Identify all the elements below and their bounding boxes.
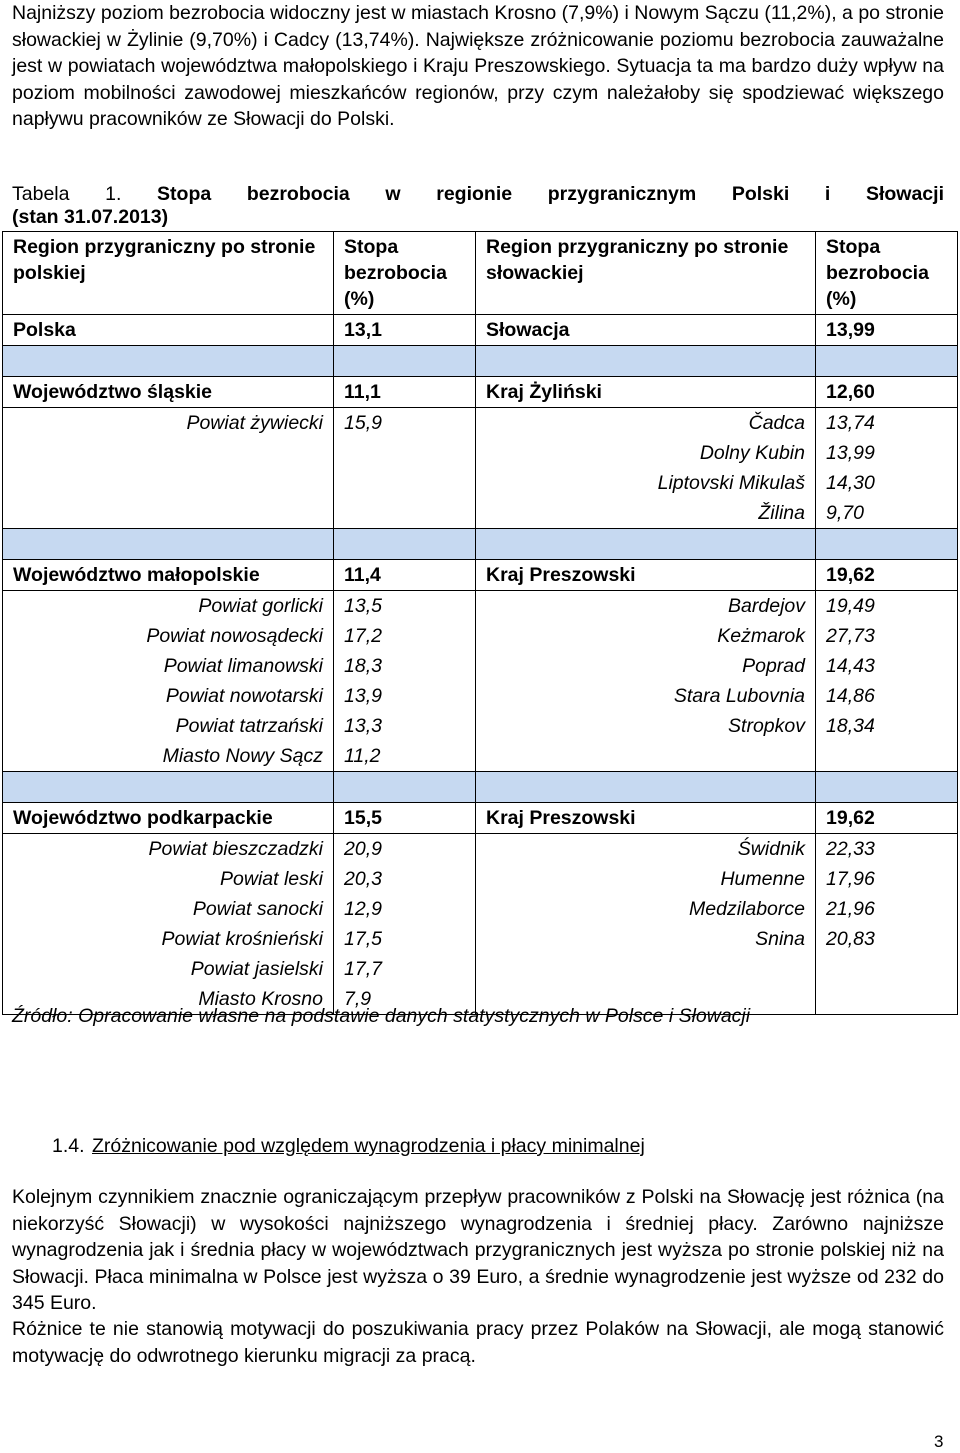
- table-separator-row: [3, 529, 958, 560]
- sk-district-rate: 9,70: [816, 498, 958, 529]
- separator-cell: [3, 529, 334, 560]
- table-voivodeship-row: [3, 803, 958, 834]
- section-heading: [52, 1133, 645, 1159]
- sk-district-name: Medzilaborce: [476, 894, 816, 924]
- kraj-name: Kraj Preszowski: [476, 803, 816, 834]
- pl-district-name: Powiat nowotarski: [3, 681, 334, 711]
- voivodeship-name: Województwo małopolskie: [3, 560, 334, 591]
- sk-district-rate: 17,96: [816, 864, 958, 894]
- kraj-name: Kraj Preszowski: [476, 560, 816, 591]
- separator-cell: [816, 772, 958, 803]
- voivodeship-name: Województwo podkarpackie: [3, 803, 334, 834]
- voivodeship-name: Województwo śląskie: [3, 377, 334, 408]
- table-caption: [12, 181, 944, 207]
- table-row: [3, 498, 958, 529]
- table-row: [3, 894, 958, 924]
- pl-district-rate: 20,3: [334, 864, 476, 894]
- header-sk-rate: Stopa bezrobocia (%): [816, 232, 958, 315]
- pl-district-name: Miasto Krosno: [3, 984, 334, 1015]
- sk-district-rate: [816, 984, 958, 1015]
- total-sk-rate: 13,99: [816, 315, 958, 346]
- table-separator-row: [3, 346, 958, 377]
- pl-district-rate: 13,9: [334, 681, 476, 711]
- table-source-note: Źródło: Opracowanie własne na podstawie danych statystycznych w Polsce i Słowacji: [12, 1005, 751, 1027]
- sk-district-rate: 14,86: [816, 681, 958, 711]
- pl-district-rate: [334, 468, 476, 498]
- body-paragraph-2: Różnice te nie stanowią motywacji do poszukiwania pracy przez Polaków na Słowacji, ale mogą stanowić motywację do odwrotnego kierunku migracji za pracą.: [12, 1318, 944, 1367]
- table-total-row: [3, 315, 958, 346]
- pl-district-rate: 15,9: [334, 408, 476, 439]
- pl-district-name: Miasto Nowy Sącz: [3, 741, 334, 772]
- separator-cell: [816, 529, 958, 560]
- pl-district-rate: [334, 498, 476, 529]
- voivodeship-rate: 15,5: [334, 803, 476, 834]
- sk-district-name: Stara Lubovnia: [476, 681, 816, 711]
- sk-district-rate: 13,99: [816, 438, 958, 468]
- sk-district-rate: [816, 954, 958, 984]
- kraj-rate: 19,62: [816, 803, 958, 834]
- pl-district-rate: 17,7: [334, 954, 476, 984]
- pl-district-name: Powiat leski: [3, 864, 334, 894]
- table-row: [3, 741, 958, 772]
- sk-district-name: Poprad: [476, 651, 816, 681]
- sk-district-name: Liptovski Mikulaš: [476, 468, 816, 498]
- total-sk-label: Słowacja: [476, 315, 816, 346]
- table-row: [3, 591, 958, 622]
- sk-district-name: Čadca: [476, 408, 816, 439]
- page-number: 3: [934, 1432, 944, 1451]
- table-row: [3, 651, 958, 681]
- sk-district-rate: 21,96: [816, 894, 958, 924]
- caption-title: Stopa bezrobocia w regionie przygranicznym Polski i Słowacji: [157, 183, 944, 205]
- pl-district-name: Powiat bieszczadzki: [3, 834, 334, 865]
- table-row: [3, 711, 958, 741]
- section-title: Zróżnicowanie pod względem wynagrodzenia i płacy minimalnej: [92, 1135, 645, 1157]
- sk-district-rate: 19,49: [816, 591, 958, 622]
- separator-cell: [476, 346, 816, 377]
- sk-district-rate: 27,73: [816, 621, 958, 651]
- pl-district-name: Powiat krośnieński: [3, 924, 334, 954]
- sk-district-rate: 22,33: [816, 834, 958, 865]
- header-pl-rate: Stopa bezrobocia (%): [334, 232, 476, 315]
- table-row: [3, 681, 958, 711]
- total-pl-rate: 13,1: [334, 315, 476, 346]
- kraj-rate: 19,62: [816, 560, 958, 591]
- table-row: [3, 954, 958, 984]
- sk-district-name: Humenne: [476, 864, 816, 894]
- pl-district-name: [3, 438, 334, 468]
- pl-district-rate: [334, 438, 476, 468]
- separator-cell: [476, 772, 816, 803]
- sk-district-name: Dolny Kubin: [476, 438, 816, 468]
- sk-district-rate: 14,43: [816, 651, 958, 681]
- caption-date: (stan 31.07.2013): [12, 206, 169, 228]
- sk-district-name: Žilina: [476, 498, 816, 529]
- pl-district-rate: 12,9: [334, 894, 476, 924]
- unemployment-table-body: [3, 232, 958, 1015]
- pl-district-name: [3, 498, 334, 529]
- body-paragraph-1: Kolejnym czynnikiem znacznie ograniczającym przepływ pracowników z Polski na Słowację jest różnica (na niekorzyść Słowacji) w wysokości najniższego wynagrodzenia i średniej płacy. Zarówno najniższe wynagrodzenia jak i średnia płacy w województwach przygranicznych jest wyższa po stronie polskiej niż na Słowacji. Płaca minimalna w Polsce jest wyższa o 39 Euro, a średnie wynagrodzenie jest wyższe od 232 do 345 Euro.: [12, 1186, 944, 1314]
- separator-cell: [3, 772, 334, 803]
- table-row: [3, 864, 958, 894]
- pl-district-name: Powiat żywiecki: [3, 408, 334, 439]
- pl-district-name: Powiat jasielski: [3, 954, 334, 984]
- sk-district-rate: 20,83: [816, 924, 958, 954]
- pl-district-rate: 20,9: [334, 834, 476, 865]
- separator-cell: [334, 772, 476, 803]
- pl-district-name: Powiat sanocki: [3, 894, 334, 924]
- voivodeship-rate: 11,4: [334, 560, 476, 591]
- sk-district-name: Keżmarok: [476, 621, 816, 651]
- caption-prefix: Tabela 1.: [12, 183, 122, 205]
- header-sk-region: Region przygraniczny po stronie słowackiej: [476, 232, 816, 315]
- intro-paragraph: Najniższy poziom bezrobocia widoczny jest w miastach Krosno (7,9%) i Nowym Sączu (11,2%), a po stronie słowackiej w Żylinie (9,70%) i Cadcy (13,74%). Największe zróżnicowanie poziomu bezrobocia zauważalne jest w powiatach województwa małopolskiego i Kraju Preszowskiego. Sytuacja ta ma bardzo duży wpływ na poziom mobilności zawodowej mieszkańców regionów, przy czym należałoby się spodziewać większego napływu pracowników ze Słowacji do Polski.: [12, 2, 944, 130]
- table-row: [3, 438, 958, 468]
- pl-district-rate: 17,5: [334, 924, 476, 954]
- pl-district-rate: 18,3: [334, 651, 476, 681]
- sk-district-name: Świdnik: [476, 834, 816, 865]
- table-row: [3, 924, 958, 954]
- pl-district-name: Powiat gorlicki: [3, 591, 334, 622]
- unemployment-table: [2, 231, 958, 1015]
- sk-district-rate: 13,74: [816, 408, 958, 439]
- total-pl-label: Polska: [3, 315, 334, 346]
- sk-district-name: Bardejov: [476, 591, 816, 622]
- pl-district-name: [3, 468, 334, 498]
- table-header-row: [3, 232, 958, 315]
- header-pl-region: Region przygraniczny po stronie polskiej: [3, 232, 334, 315]
- separator-cell: [334, 346, 476, 377]
- table-row: [3, 468, 958, 498]
- section-number: 1.4.: [52, 1135, 85, 1157]
- sk-district-rate: 18,34: [816, 711, 958, 741]
- sk-district-name: Stropkov: [476, 711, 816, 741]
- table-separator-row: [3, 772, 958, 803]
- voivodeship-rate: 11,1: [334, 377, 476, 408]
- kraj-rate: 12,60: [816, 377, 958, 408]
- pl-district-name: Powiat tatrzański: [3, 711, 334, 741]
- table-voivodeship-row: [3, 560, 958, 591]
- sk-district-name: [476, 954, 816, 984]
- separator-cell: [816, 346, 958, 377]
- pl-district-rate: 13,5: [334, 591, 476, 622]
- pl-district-rate: 11,2: [334, 741, 476, 772]
- sk-district-rate: 14,30: [816, 468, 958, 498]
- separator-cell: [476, 529, 816, 560]
- pl-district-name: Powiat nowosądecki: [3, 621, 334, 651]
- kraj-name: Kraj Żyliński: [476, 377, 816, 408]
- table-row: [3, 621, 958, 651]
- sk-district-name: Snina: [476, 924, 816, 954]
- table-row: [3, 834, 958, 865]
- separator-cell: [334, 529, 476, 560]
- pl-district-name: Powiat limanowski: [3, 651, 334, 681]
- pl-district-rate: 17,2: [334, 621, 476, 651]
- table-voivodeship-row: [3, 377, 958, 408]
- sk-district-rate: [816, 741, 958, 772]
- sk-district-name: [476, 741, 816, 772]
- pl-district-rate: 7,9: [334, 984, 476, 1015]
- separator-cell: [3, 346, 334, 377]
- pl-district-rate: 13,3: [334, 711, 476, 741]
- table-row: [3, 408, 958, 439]
